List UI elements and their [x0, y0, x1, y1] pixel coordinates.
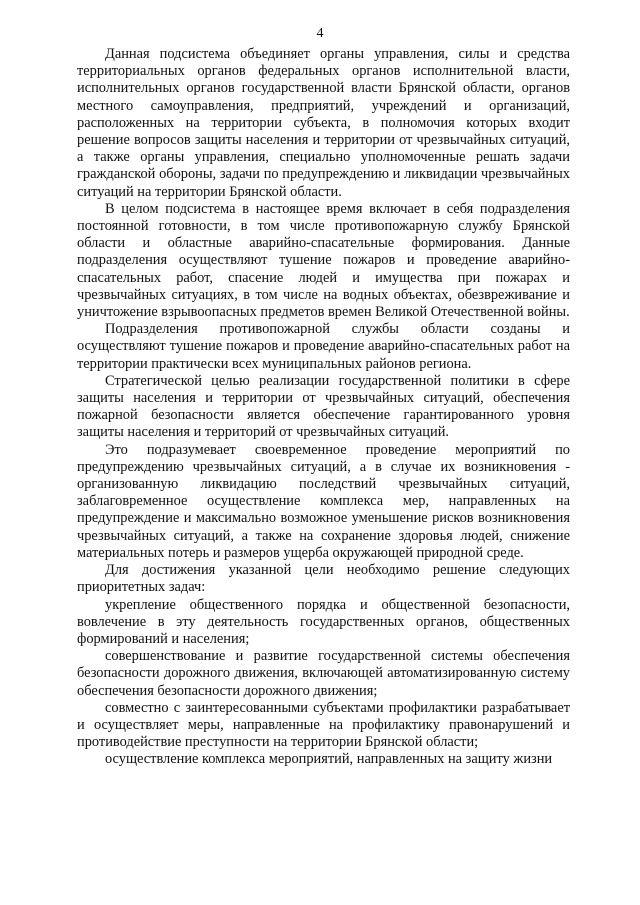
paragraph-fire-service-units: Подразделения противопожарной службы области созданы и осуществляют тушение пожаров и проведение аварийно-спасательных работ на территории практически всех муниципальных районов региона.: [77, 321, 570, 372]
paragraph-readiness-units: В целом подсистема в настоящее время включает в себя подразделения постоянной готовности, в том числе противопожарную службу Брянской области и областные аварийно-спасательные формирования. Данные подразделения осуществляют тушение пожаров и проведение аварийно-спасательных работ, спасение людей и имущества при пожарах и чрезвычайных ситуациях, в том числе на водных объектах, обезвреживание и уничтожение взрывоопасных предметов времен Великой Отечественной войны.: [77, 200, 570, 321]
paragraph-priority-tasks-intro: Для достижения указанной цели необходимо решение следующих приоритетных задач:: [77, 562, 570, 596]
document-body: [77, 46, 570, 769]
paragraph-subsystem-composition: Данная подсистема объединяет органы управления, силы и средства территориальных органов федеральных органов исполнительной власти, исполнительных органов государственной власти Брянской области, органов местного самоуправления, предприятий, учреждений и организаций, расположенных на территории субъекта, в полномочия которых входит решение вопросов защиты населения и территории от чрезвычайных ситуаций, а также органы управления, специально уполномоченные решать задачи гражданской обороны, задачи по предупреждению и ликвидации чрезвычайных ситуаций на территории Брянской области.: [77, 46, 570, 200]
paragraph-prevention-measures: Это подразумевает своевременное проведение мероприятий по предупреждению чрезвычайных ситуаций, а в случае их возникновения - организованную ликвидацию последствий чрезвычайных ситуаций, заблаговременное осуществление комплекса мер, направленных на предупреждение и максимально возможное уменьшение рисков возникновения чрезвычайных ситуаций, а также на сохранение здоровья людей, снижение материальных потерь и размеров ущерба окружающей природной среде.: [77, 441, 570, 561]
page-number: 4: [316, 26, 324, 41]
task-item-life-protection: осуществление комплекса мероприятий, направленных на защиту жизни: [105, 751, 553, 768]
task-item-public-order: укрепление общественного порядка и общественной безопасности, вовлечение в эту деятельность государственных органов, общественных формирований и населения;: [77, 596, 570, 647]
paragraph-strategic-goal: Стратегической целью реализации государственной политики в сфере защиты населения и территории от чрезвычайных ситуаций, обеспечения пожарной безопасности является обеспечение гарантированного уровня защиты населения и территорий от чрезвычайных ситуаций.: [77, 372, 570, 441]
task-item-crime-prevention: совместно с заинтересованными субъектами профилактики разрабатывает и осуществляет меры, направленные на профилактику правонарушений и противодействие преступности на территории Брянской области;: [77, 699, 570, 751]
task-item-road-safety: совершенствование и развитие государственной системы обеспечения безопасности дорожного движения, включающей автоматизированную систему обеспечения безопасности дорожного движения;: [77, 648, 570, 699]
